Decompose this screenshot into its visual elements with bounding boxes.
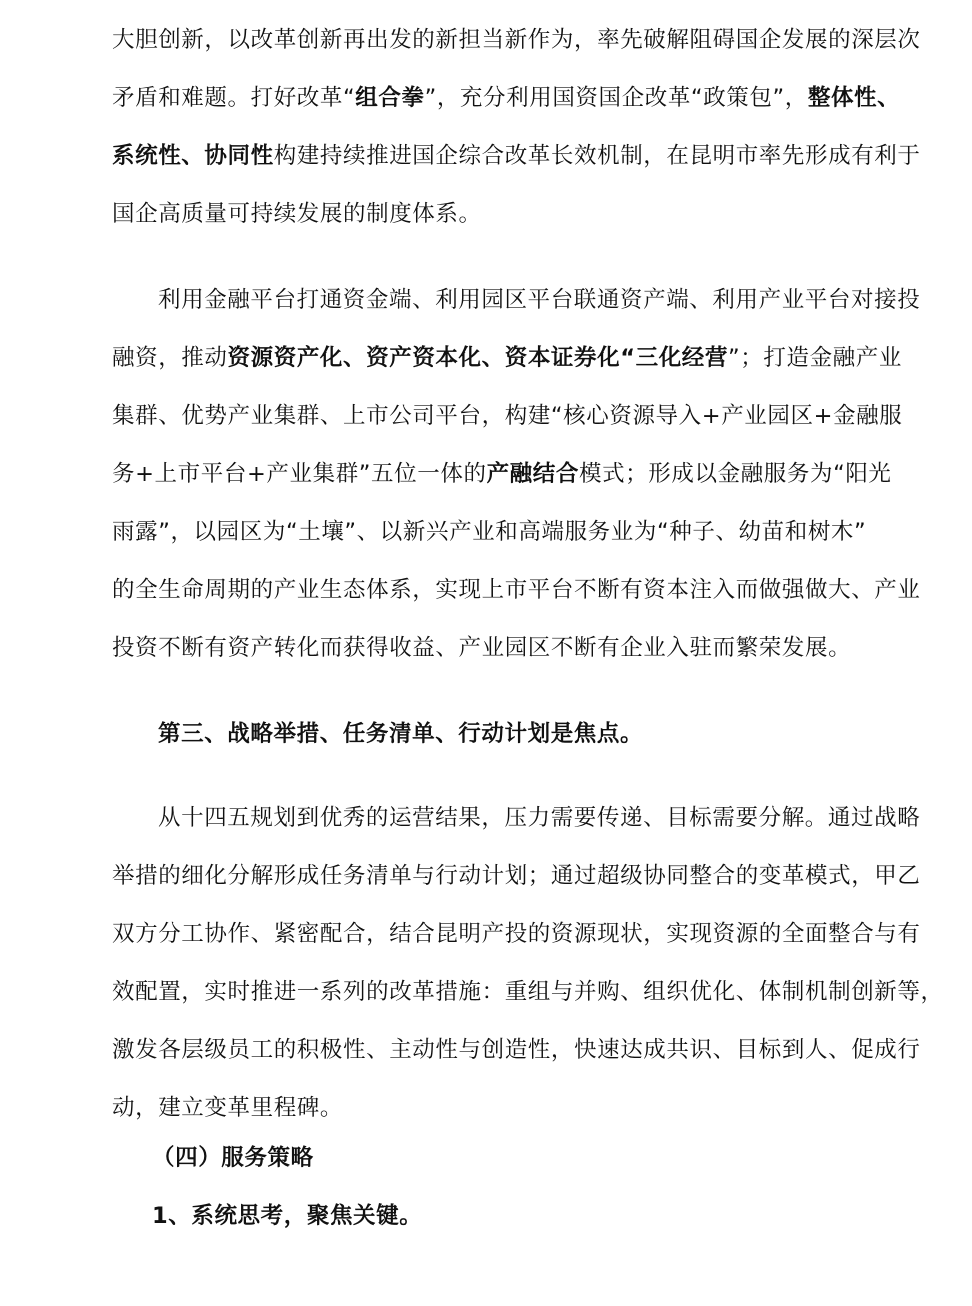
paragraph-3-line-6: 动，建立变革里程碑。 xyxy=(112,1095,344,1121)
text-run: ”；打造金融产业 xyxy=(728,345,902,371)
paragraph-2-line-1: 利用金融平台打通资金端、利用园区平台联通资产端、利用产业平台对接投 xyxy=(158,287,921,313)
text-run: 矛盾和难题。打好改革“ xyxy=(112,85,356,111)
bold-phrase: 组合拳 xyxy=(355,85,425,111)
bold-phrase: 产融结合 xyxy=(486,461,579,487)
text-run: 融资，推动 xyxy=(112,345,228,371)
paragraph-2-line-4 xyxy=(112,454,902,494)
paragraph-2-line-2 xyxy=(112,338,902,378)
paragraph-1-line-2 xyxy=(112,78,902,118)
bold-phrase: 整体性、 xyxy=(807,85,901,111)
paragraph-3-line-5: 激发各层级员工的积极性、主动性与创造性，快速达成共识、目标到人、促成行 xyxy=(112,1037,921,1063)
heading-section-4: （四）服务策略 xyxy=(152,1145,314,1171)
paragraph-2-line-5: 雨露”，以园区为“土壤”、以新兴产业和高端服务业为“种子、幼苗和树木” xyxy=(112,519,867,545)
paragraph-2-line-6: 的全生命周期的产业生态体系，实现上市平台不断有资本注入而做强做大、产业 xyxy=(112,577,921,603)
heading-subsection-1: 1、系统思考，聚焦关键。 xyxy=(152,1203,423,1229)
bold-phrase: 系统性、协同性 xyxy=(112,143,274,169)
paragraph-3-line-1: 从十四五规划到优秀的运营结果，压力需要传递、目标需要分解。通过战略 xyxy=(158,805,921,831)
text-run: ”，充分利用国资国企改革“政策包”， xyxy=(424,85,808,111)
paragraph-3-line-3: 双方分工协作、紧密配合，结合昆明产投的资源现状，实现资源的全面整合与有 xyxy=(112,921,921,947)
paragraph-3-line-4: 效配置，实时推进一系列的改革措施：重组与并购、组织优化、体制机制创新等， xyxy=(112,979,944,1005)
paragraph-2-line-7: 投资不断有资产转化而获得收益、产业园区不断有企业入驻而繁荣发展。 xyxy=(112,635,852,661)
bold-phrase: 资源资产化、资产资本化、资本证券化“三化经营 xyxy=(227,345,729,371)
heading-section-3: 第三、战略举措、任务清单、行动计划是焦点。 xyxy=(158,721,644,747)
text-run: 模式；形成以金融服务为“阳光 xyxy=(578,461,892,487)
paragraph-3-line-2: 举措的细化分解形成任务清单与行动计划；通过超级协同整合的变革模式，甲乙 xyxy=(112,863,921,889)
paragraph-2-line-3: 集群、优势产业集群、上市公司平台，构建“核心资源导入+产业园区+金融服 xyxy=(112,403,903,429)
paragraph-1-line-3 xyxy=(112,136,921,176)
paragraph-1-line-4: 国企高质量可持续发展的制度体系。 xyxy=(112,201,482,227)
text-run: 构建持续推进国企综合改革长效机制，在昆明市率先形成有利于 xyxy=(273,143,921,169)
text-run: 务+上市平台+产业集群”五位一体的 xyxy=(112,461,487,487)
paragraph-1-line-1: 大胆创新，以改革创新再出发的新担当新作为，率先破解阻碍国企发展的深层次 xyxy=(112,27,921,53)
